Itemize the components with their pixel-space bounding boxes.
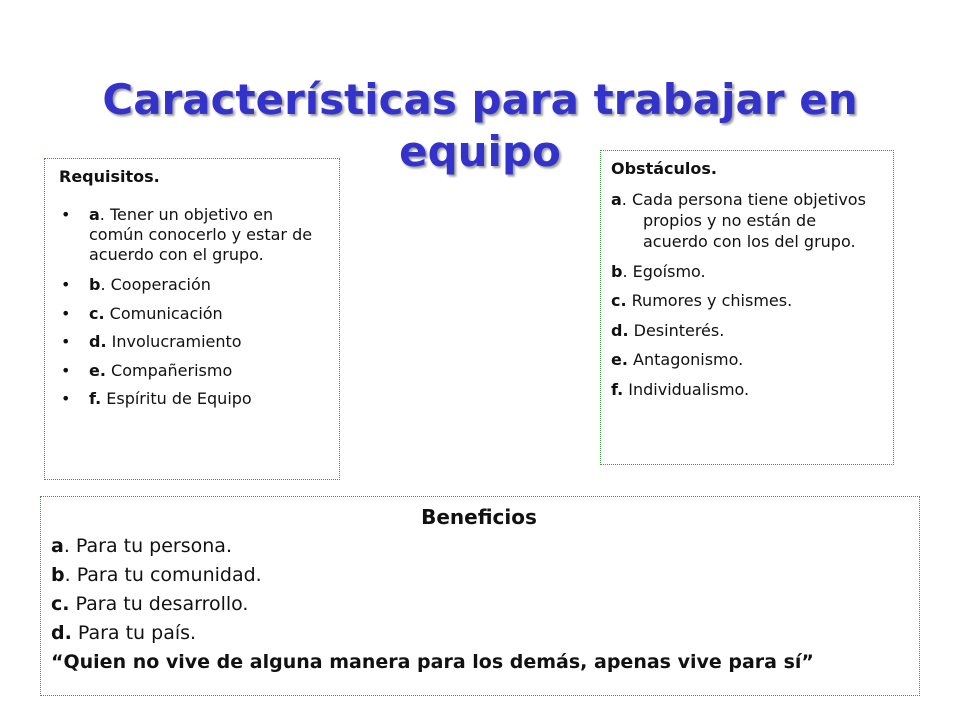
bullet-icon: •	[61, 275, 71, 294]
item-text: Para tu país.	[71, 622, 197, 644]
item-letter: d.	[51, 622, 72, 644]
list-item	[51, 620, 907, 647]
list-item	[59, 332, 327, 352]
item-text: . Egoísmo.	[622, 261, 706, 281]
list-item	[59, 275, 327, 295]
item-letter: c.	[51, 593, 70, 615]
beneficios-heading: Beneficios	[421, 505, 537, 529]
list-item	[611, 262, 883, 282]
list-item	[51, 562, 907, 589]
item-text: . Cooperación	[100, 275, 211, 294]
item-text: . Para tu persona.	[63, 535, 232, 557]
item-text: Desinterés.	[628, 320, 725, 340]
item-letter: b	[611, 261, 623, 281]
item-text: Rumores y chismes.	[626, 291, 793, 310]
item-text: . Cada persona tiene objetivos propios y no están de acuerdo con los del grupo.	[621, 190, 866, 251]
item-text: . Tener un objetivo en común conocerlo y estar de acuerdo con el grupo.	[89, 205, 313, 264]
slide-title: Características para trabajar en equipo	[102, 75, 858, 176]
list-item	[59, 304, 327, 324]
item-letter: a	[51, 535, 64, 557]
item-letter: e.	[611, 350, 628, 369]
obstaculos-box	[600, 150, 894, 465]
item-text: Espíritu de Equipo	[101, 389, 252, 408]
item-letter: b	[89, 275, 101, 294]
list-item	[59, 389, 327, 409]
item-text: Para tu desarrollo.	[69, 593, 249, 615]
list-item	[611, 291, 883, 311]
bullet-icon: •	[61, 205, 71, 224]
item-text: Antagonismo.	[627, 350, 744, 369]
item-letter: b	[51, 564, 65, 586]
item-letter: d.	[89, 332, 107, 351]
list-item	[611, 350, 883, 370]
item-text: Individualismo.	[623, 379, 750, 399]
requisitos-list	[59, 205, 327, 409]
item-letter: a	[89, 205, 100, 224]
list-item	[611, 189, 883, 252]
list-item	[611, 380, 883, 400]
bullet-icon: •	[61, 332, 71, 351]
item-letter: a	[611, 190, 622, 209]
obstaculos-heading: Obstáculos.	[611, 159, 717, 178]
item-text: Involucramiento	[106, 332, 242, 351]
bullet-icon: •	[61, 389, 71, 408]
item-letter: c.	[611, 291, 627, 310]
requisitos-heading: Requisitos.	[59, 167, 160, 186]
list-item	[51, 591, 907, 618]
beneficios-box	[40, 496, 920, 696]
item-letter: f.	[89, 389, 102, 408]
list-item	[611, 321, 883, 341]
item-letter: d.	[611, 320, 629, 340]
requisitos-box	[44, 158, 340, 480]
item-letter: f.	[611, 379, 624, 399]
item-letter: e.	[89, 360, 106, 380]
list-item	[51, 533, 907, 560]
item-text: Comunicación	[104, 303, 223, 323]
item-text: Compañerismo	[105, 360, 233, 380]
bullet-icon: •	[61, 360, 71, 380]
list-item	[59, 361, 327, 381]
item-text: . Para tu comunidad.	[64, 564, 262, 586]
list-item	[59, 205, 327, 265]
item-letter: c.	[89, 303, 105, 323]
bullet-icon: •	[61, 303, 71, 323]
closing-quote: “Quien no vive de alguna manera para los demás, apenas vive para sí”	[51, 651, 814, 673]
